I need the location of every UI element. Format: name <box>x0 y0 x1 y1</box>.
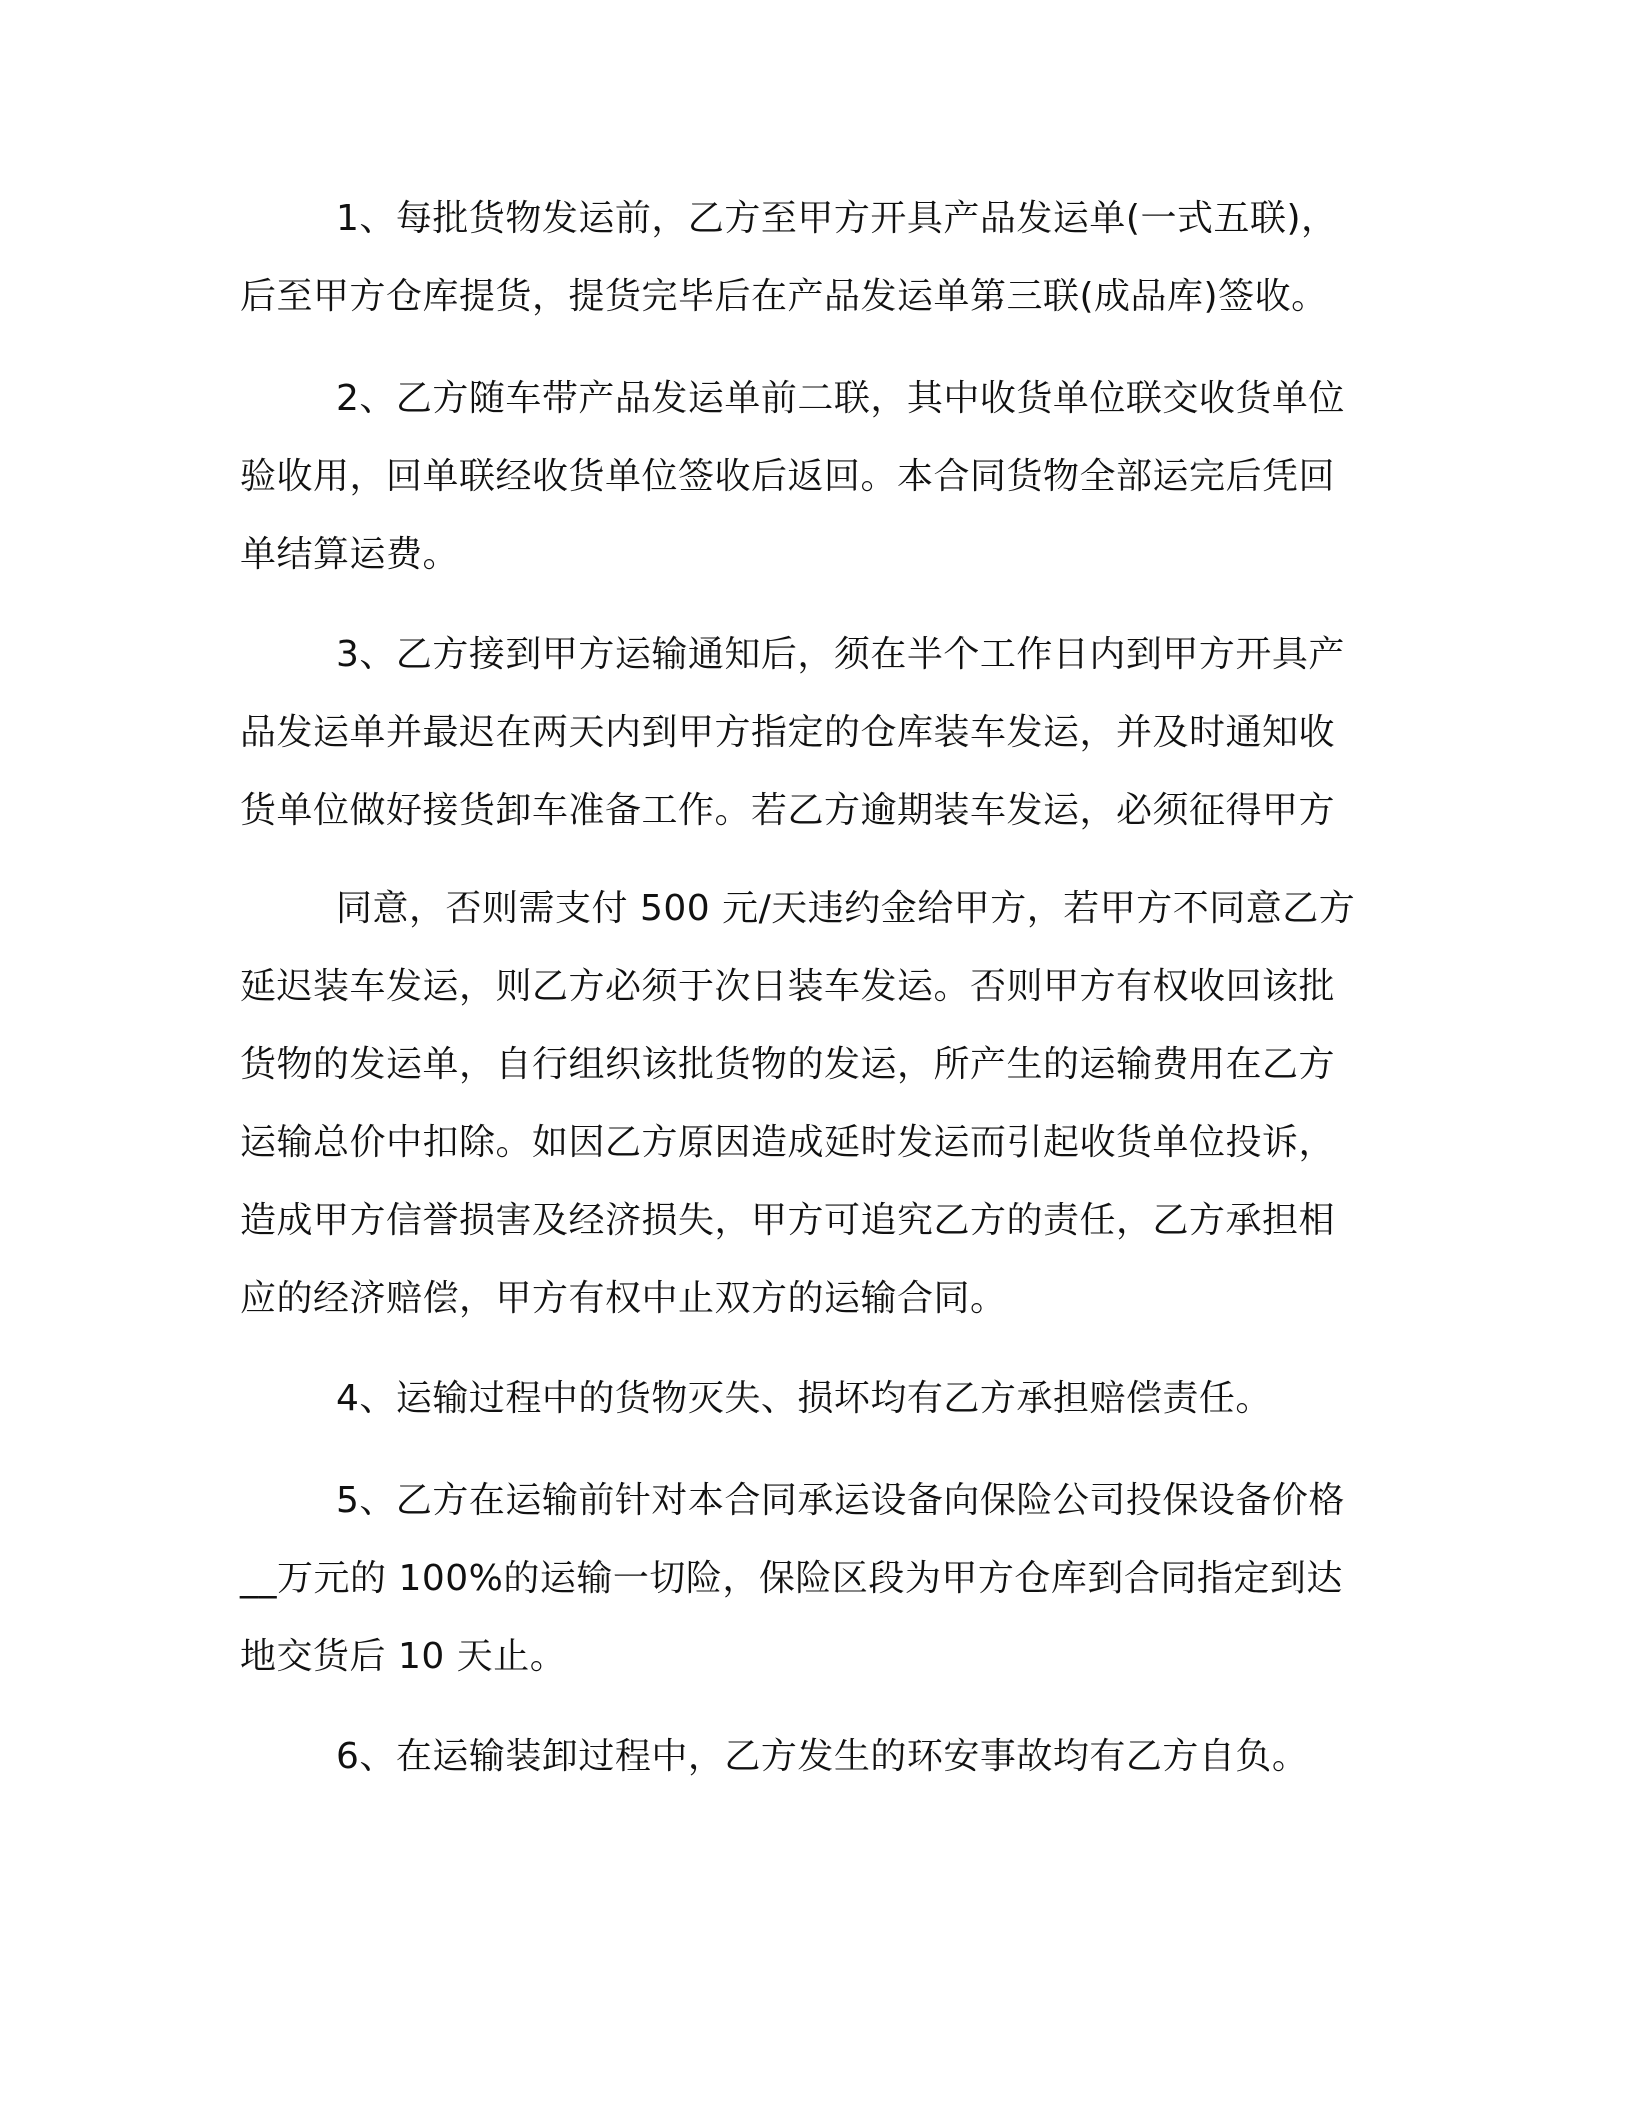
paragraph-5 <box>240 1462 1360 1696</box>
paragraph-6 <box>240 1718 1360 1796</box>
text-line: 后至甲方仓库提货，提货完毕后在产品发运单第三联(成品库)签收。 <box>240 276 1328 317</box>
text-line: 品发运单并最迟在两天内到甲方指定的仓库装车发运，并及时通知收 <box>240 712 1336 753</box>
text-line: 2、乙方随车带产品发运单前二联，其中收货单位联交收货单位 <box>336 378 1345 419</box>
text-line: 1、每批货物发运前，乙方至甲方开具产品发运单(一式五联)， <box>336 198 1338 239</box>
text-line: 3、乙方接到甲方运输通知后，须在半个工作日内到甲方开具产 <box>336 634 1345 675</box>
text-line: 应的经济赔偿，甲方有权中止双方的运输合同。 <box>240 1278 1007 1319</box>
text-line: 单结算运费。 <box>240 534 460 575</box>
text-line: 4、运输过程中的货物灭失、损坏均有乙方承担赔偿责任。 <box>336 1378 1272 1419</box>
text-line: 地交货后 10 天止。 <box>240 1636 567 1677</box>
text-line: 验收用，回单联经收货单位签收后返回。本合同货物全部运完后凭回 <box>240 456 1336 497</box>
text-line: __万元的 100%的运输一切险，保险区段为甲方仓库到合同指定到达 <box>240 1558 1343 1599</box>
text-line: 货物的发运单，自行组织该批货物的发运，所产生的运输费用在乙方 <box>240 1044 1336 1085</box>
paragraph-2 <box>240 360 1360 594</box>
text-line: 运输总价中扣除。如因乙方原因造成延时发运而引起收货单位投诉， <box>240 1122 1336 1163</box>
paragraph-1 <box>240 180 1360 336</box>
text-line: 延迟装车发运，则乙方必须于次日装车发运。否则甲方有权收回该批 <box>240 966 1336 1007</box>
paragraph-3-continued <box>240 870 1360 1338</box>
paragraph-4 <box>240 1360 1360 1438</box>
text-line: 6、在运输装卸过程中，乙方发生的环安事故均有乙方自负。 <box>336 1736 1309 1777</box>
text-line: 5、乙方在运输前针对本合同承运设备向保险公司投保设备价格 <box>336 1480 1345 1521</box>
paragraph-3 <box>240 616 1360 850</box>
text-line: 造成甲方信誉损害及经济损失，甲方可追究乙方的责任，乙方承担相 <box>240 1200 1336 1241</box>
text-line: 同意，否则需支付 500 元/天违约金给甲方，若甲方不同意乙方 <box>336 888 1356 929</box>
text-line: 货单位做好接货卸车准备工作。若乙方逾期装车发运，必须征得甲方 <box>240 790 1336 831</box>
